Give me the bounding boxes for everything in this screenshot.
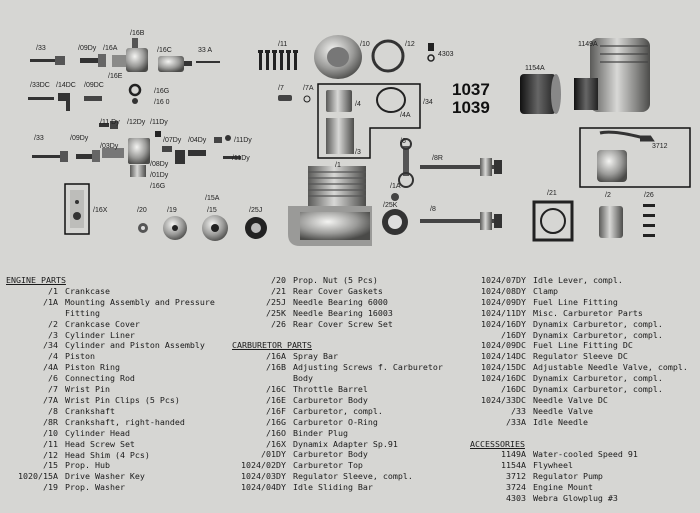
part-label: /16X — [93, 207, 108, 214]
part-label: /04Dy — [188, 137, 207, 144]
needle-valve-part — [30, 54, 126, 67]
part-number: 1024/04DY — [241, 482, 286, 493]
section-spacer — [470, 428, 688, 439]
part-label: /19 — [167, 207, 177, 214]
part-row — [6, 340, 215, 351]
part-row — [6, 450, 215, 461]
part-label: /6 — [400, 138, 406, 145]
part-name: Idle Lever, compl. — [533, 275, 623, 285]
part-name: Carburetor Body — [293, 394, 368, 405]
part-name: Spray Bar — [293, 351, 338, 362]
part-name: Webra Glowplug #3 — [533, 493, 618, 504]
part-number: /3 — [48, 329, 58, 340]
part-number: /16F — [266, 405, 286, 416]
model-number-1039: 1039 — [452, 98, 490, 117]
part-row — [6, 286, 215, 297]
part-row — [470, 373, 688, 384]
part-name: Clamp — [533, 285, 558, 296]
part-row — [232, 406, 443, 417]
part-label: /03Dy — [100, 143, 119, 150]
part-name: Wrist Pin Clips (5 Pcs) — [65, 394, 180, 405]
part-number: /15 — [43, 460, 58, 471]
part-number: 1024/02DY — [241, 460, 286, 471]
part-label: /16E — [108, 73, 123, 80]
part-label: /1 — [335, 162, 341, 169]
parts-column-2 — [232, 275, 443, 493]
part-label: /16C — [157, 47, 172, 54]
part-number: /34 — [43, 340, 58, 351]
accessories-parts — [520, 38, 690, 187]
part-label: /11 — [278, 41, 288, 48]
part-label: /16B — [130, 30, 145, 37]
part-label: /2 — [605, 192, 611, 199]
part-name: Dynamix Carburetor, compl. — [533, 329, 663, 340]
part-number: 4303 — [506, 493, 526, 504]
part-label: /33 — [34, 135, 44, 142]
part-number: 3712 — [506, 471, 526, 482]
part-name: Idle Needle — [533, 416, 588, 427]
part-label: /16G — [150, 183, 166, 190]
dynamix-adapter-box — [65, 184, 89, 234]
part-name: Fuel Line Fitting — [533, 296, 618, 307]
part-name: Connecting Rod — [65, 373, 135, 384]
parts-column-1 — [6, 275, 215, 493]
part-name: Needle Valve DC — [533, 394, 608, 405]
section-heading — [470, 439, 688, 450]
part-name: Flywheel — [533, 460, 573, 471]
part-label: /33 — [36, 45, 46, 52]
section-heading-text: CARBURETOR PARTS — [232, 340, 312, 351]
part-number: /33 — [511, 405, 526, 416]
part-row — [232, 471, 443, 482]
part-name: Cylinder Liner — [65, 329, 135, 340]
part-row — [6, 417, 215, 428]
part-label: /12Dy — [127, 119, 146, 126]
part-number: /8 — [48, 405, 58, 416]
part-label: /7A — [303, 85, 314, 92]
part-name: Prop. Hub — [65, 460, 110, 471]
part-row — [232, 417, 443, 428]
part-row — [232, 428, 443, 439]
part-name: Body — [293, 373, 313, 384]
part-name: Drive Washer Key — [65, 471, 145, 482]
part-name: Dynamix Adapter Sp.91 — [293, 438, 398, 449]
part-row — [470, 471, 688, 482]
part-label: /15 — [207, 207, 217, 214]
part-name: Mounting Assembly and Pressure — [65, 296, 215, 307]
section-heading-text: ENGINE PARTS — [6, 275, 66, 285]
part-name: Cylinder and Piston Assembly — [65, 340, 205, 351]
part-number: /7 — [48, 384, 58, 395]
part-name: Misc. Carburetor Parts — [533, 307, 643, 318]
part-label: /25K — [383, 202, 398, 209]
part-number: /16X — [266, 438, 286, 449]
part-row — [6, 373, 215, 384]
part-number: /25K — [266, 307, 286, 318]
part-number: /8R — [43, 416, 58, 427]
part-label: /8R — [432, 155, 443, 162]
part-label: /33DC — [30, 82, 50, 89]
part-number: /11 — [43, 438, 58, 449]
part-number: 1024/07DY — [481, 275, 526, 285]
part-name: Regulator Sleeve, compl. — [293, 471, 413, 482]
part-number: 1024/15DC — [481, 362, 526, 373]
part-name: Cylinder Head — [65, 427, 130, 438]
part-label: 3712 — [652, 143, 668, 150]
part-row — [232, 482, 443, 493]
part-number: /2 — [48, 318, 58, 329]
part-row — [232, 362, 443, 373]
part-row — [6, 471, 215, 482]
part-number: 1024/11DY — [481, 307, 526, 318]
part-name: Dynamix Carburetor, compl. — [533, 384, 663, 395]
part-label: /14DC — [56, 82, 76, 89]
part-number: /26 — [271, 318, 286, 329]
part-label: 4303 — [438, 51, 454, 58]
part-row — [232, 297, 443, 308]
part-row — [470, 460, 688, 471]
part-name: Needle Bearing 6000 — [293, 296, 388, 307]
part-row — [232, 449, 443, 460]
part-row — [232, 286, 443, 297]
part-row — [232, 384, 443, 395]
part-number: /12 — [43, 449, 58, 460]
part-name: Piston — [65, 351, 95, 362]
part-number: /7A — [43, 394, 58, 405]
part-row — [470, 286, 688, 297]
part-row — [232, 308, 443, 319]
part-row — [470, 351, 688, 362]
dynamix-parts — [32, 121, 241, 177]
part-label: /25J — [249, 207, 263, 214]
part-name: Carburetor O-Ring — [293, 416, 378, 427]
part-number: /16DY — [501, 329, 526, 340]
part-label: /34 — [423, 99, 433, 106]
part-name: Regulator Pump — [533, 471, 603, 482]
part-label: /12 — [405, 41, 415, 48]
part-row — [6, 428, 215, 439]
section-spacer — [232, 330, 443, 341]
part-row — [232, 395, 443, 406]
part-name: Crankcase Cover — [65, 318, 140, 329]
part-name: Needle Valve — [533, 405, 593, 416]
part-number: /16A — [266, 351, 286, 362]
part-number: 1024/16DC — [481, 373, 526, 384]
prop-hub-parts — [138, 215, 267, 241]
part-name: Prop. Nut (5 Pcs) — [293, 275, 378, 285]
part-number: 1024/09DC — [481, 340, 526, 351]
part-name: Head Shim (4 Pcs) — [65, 449, 150, 460]
part-row — [232, 439, 443, 450]
part-row — [470, 330, 688, 341]
part-row — [232, 351, 443, 362]
part-row — [6, 297, 215, 308]
cylinder-head — [314, 35, 434, 79]
part-label: /11Dy — [150, 119, 168, 126]
part-number: /4 — [48, 351, 58, 362]
part-name: Carburetor, compl. — [293, 405, 383, 416]
part-name: Carburetor Body — [293, 449, 368, 460]
part-number: 1024/08DY — [481, 285, 526, 296]
part-number: /16B — [266, 362, 286, 373]
part-row — [6, 406, 215, 417]
part-label: /8 — [430, 206, 436, 213]
part-label: /11 Dy — [100, 119, 120, 126]
part-row — [6, 319, 215, 330]
part-number: 3724 — [506, 482, 526, 493]
wrist-pin — [278, 95, 310, 102]
bearings — [382, 193, 408, 235]
section-heading — [232, 340, 443, 351]
part-row — [232, 275, 443, 286]
part-name: Fitting — [65, 307, 100, 318]
part-number: 1020/15A — [18, 471, 58, 482]
part-number: /1A — [43, 296, 58, 307]
part-row — [6, 330, 215, 341]
parts-column-3 — [470, 275, 688, 504]
part-number — [232, 373, 286, 384]
part-label: 1149A — [578, 41, 598, 48]
part-name: Throttle Barrel — [293, 384, 368, 395]
crankcase — [288, 166, 372, 246]
part-row — [470, 406, 688, 417]
part-name: Piston Ring — [65, 362, 120, 373]
fittings-row-2 — [28, 93, 102, 111]
part-number: 1024/33DC — [481, 394, 526, 405]
part-label: /10 — [360, 41, 370, 48]
part-number: /16G — [266, 416, 286, 427]
part-row — [470, 482, 688, 493]
part-number: /16DC — [501, 384, 526, 395]
part-row — [470, 297, 688, 308]
part-label: /21 — [547, 190, 557, 197]
part-number: 1024/09DY — [481, 296, 526, 307]
part-label: /09Dy — [78, 45, 97, 52]
part-row — [6, 384, 215, 395]
part-row — [470, 417, 688, 428]
part-name: Binder Plug — [293, 427, 348, 438]
part-label: 33 A — [198, 47, 213, 54]
part-row — [6, 362, 215, 373]
part-name: Rear Cover Screw Set — [293, 318, 393, 329]
crankshafts — [420, 158, 502, 230]
part-row — [470, 449, 688, 460]
part-number: /1 — [48, 285, 58, 296]
part-row — [232, 373, 443, 384]
part-number: /16E — [266, 394, 286, 405]
part-number: /20 — [271, 275, 286, 285]
part-number: 1154A — [501, 460, 526, 471]
part-name: Dynamix Carburetor, compl. — [533, 373, 663, 384]
part-name: Rear Cover Gaskets — [293, 285, 383, 296]
part-row — [470, 308, 688, 319]
part-row — [232, 319, 443, 330]
part-row — [6, 351, 215, 362]
part-label: /26 — [644, 192, 654, 199]
part-number: /6 — [48, 373, 58, 384]
part-row — [470, 319, 688, 330]
part-number: /16O — [266, 427, 286, 438]
part-label: /15A — [205, 195, 220, 202]
part-name: Engine Mount — [533, 482, 593, 493]
part-name: Idle Sliding Bar — [293, 482, 373, 493]
part-name: Water-cooled Speed 91 — [533, 449, 638, 460]
part-row — [470, 275, 688, 286]
part-number: /21 — [271, 285, 286, 296]
part-name: Adjustable Needle Valve, compl. — [533, 362, 688, 373]
part-label: /4 — [355, 101, 361, 108]
part-label: /11Dy — [232, 155, 250, 162]
part-name: Regulator Sleeve DC — [533, 351, 628, 362]
part-name: Needle Bearing 16003 — [293, 307, 393, 318]
part-number: /10 — [43, 427, 58, 438]
part-label: /1A — [390, 183, 401, 190]
part-row — [470, 340, 688, 351]
part-label: /3 — [355, 149, 361, 156]
part-name: Prop. Washer — [65, 482, 125, 493]
part-number: /16C — [266, 384, 286, 395]
part-label: /4A — [400, 112, 411, 119]
part-name: Crankcase — [65, 285, 110, 296]
part-label: /07Dy — [163, 137, 182, 144]
part-number — [6, 308, 58, 319]
part-row — [470, 493, 688, 504]
part-label: /09Dy — [70, 135, 89, 142]
part-name: Crankshaft, right-handed — [65, 416, 185, 427]
part-label: /16A — [103, 45, 118, 52]
part-number: 1024/16DY — [481, 318, 526, 329]
part-label: /01Dy — [150, 172, 169, 179]
part-row — [470, 395, 688, 406]
part-row — [6, 395, 215, 406]
head-screws — [258, 50, 298, 70]
part-number: /4A — [43, 362, 58, 373]
part-number: /19 — [43, 482, 58, 493]
part-number: 1024/03DY — [241, 471, 286, 482]
part-name: Wrist Pin — [65, 384, 110, 395]
rear-cover-parts — [534, 202, 655, 240]
part-label: /09DC — [84, 82, 104, 89]
part-row — [6, 460, 215, 471]
part-label: /7 — [278, 85, 284, 92]
part-name: Crankshaft — [65, 405, 115, 416]
part-row — [6, 308, 215, 319]
part-name: Dynamix Carburetor, compl. — [533, 318, 663, 329]
part-name: Carburetor Top — [293, 460, 363, 471]
part-number: 1149A — [501, 449, 526, 460]
part-row — [232, 460, 443, 471]
part-number: /25J — [266, 296, 286, 307]
part-number: 1024/14DC — [481, 351, 526, 362]
part-label: /16G — [154, 88, 170, 95]
part-row — [6, 482, 215, 493]
part-row — [470, 362, 688, 373]
part-row — [470, 384, 688, 395]
part-label: /11Dy — [234, 137, 252, 144]
section-heading-text: ACCESSORIES — [470, 438, 525, 449]
section-heading — [6, 275, 215, 286]
part-label: /16 0 — [154, 99, 170, 106]
part-number: /01DY — [261, 449, 286, 460]
model-number-1037: 1037 — [452, 80, 490, 99]
part-label: /20 — [137, 207, 147, 214]
part-name: Fuel Line Fitting DC — [533, 340, 633, 351]
part-number: /33A — [506, 416, 526, 427]
part-name: Adjusting Screws f. Carburetor — [293, 362, 443, 373]
part-row — [6, 439, 215, 450]
part-label: /08Dy — [150, 161, 169, 168]
connecting-rod — [399, 139, 413, 187]
part-name: Head Screw Set — [65, 438, 135, 449]
part-label: 1154A — [525, 65, 545, 72]
